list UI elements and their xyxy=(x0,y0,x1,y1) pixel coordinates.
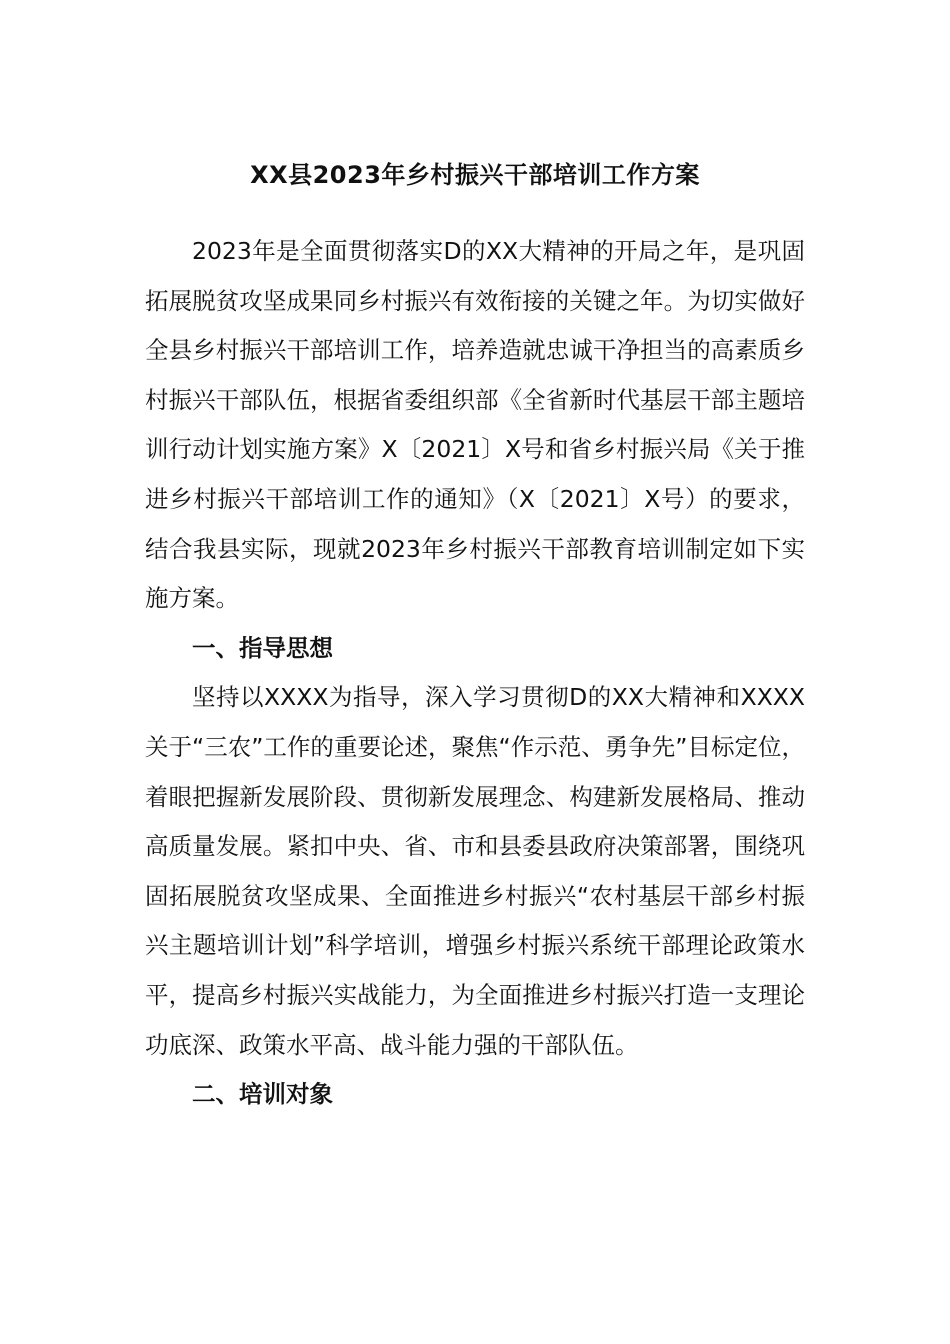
section-heading-training-targets: 二、培训对象 xyxy=(192,1080,333,1109)
document-title: XX县2023年乡村振兴干部培训工作方案 xyxy=(250,161,700,189)
section-paragraph-guiding-ideology: 坚持以XXXX为指导，深入学习贯彻D的XX大精神和XXXX关于“三农”工作的重要论述，聚焦“作示范、勇争先”目标定位，着眼把握新发展阶段、贯彻新发展理念、构建新发展格局、推动高质量发展。紧扣中央、省、市和县委县政府决策部署，围绕巩固拓展脱贫攻坚成果、全面推进乡村振兴“农村基层干部乡村振兴主题培训计划”科学培训，增强乡村振兴系统干部理论政策水平，提高乡村振兴实战能力，为全面推进乡村振兴打造一支理论功底深、政策水平高、战斗能力强的干部队伍。 xyxy=(145,683,805,1059)
section-heading-guiding-ideology: 一、指导思想 xyxy=(192,633,333,662)
document-body xyxy=(145,227,805,1120)
intro-paragraph: 2023年是全面贯彻落实D的XX大精神的开局之年，是巩固拓展脱贫攻坚成果同乡村振兴有效衔接的关键之年。为切实做好全县乡村振兴干部培训工作，培养造就忠诚干净担当的高素质乡村振兴干部队伍，根据省委组织部《全省新时代基层干部主题培训行动计划实施方案》X〔2021〕X号和省乡村振兴局《关于推进乡村振兴干部培训工作的通知》（X〔2021〕X号）的要求，结合我县实际，现就2023年乡村振兴干部教育培训制定如下实施方案。 xyxy=(145,237,805,613)
